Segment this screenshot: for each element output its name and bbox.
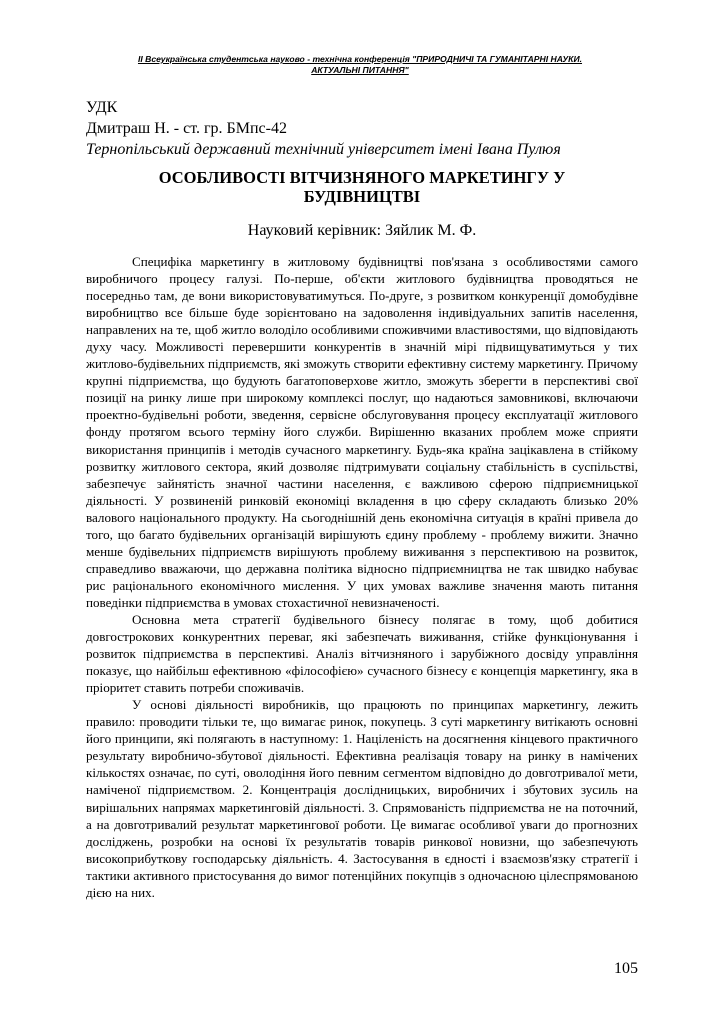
conference-header-line-2: АКТУАЛЬНІ ПИТАННЯ" — [311, 65, 409, 75]
article-body — [86, 253, 638, 901]
page-number: 105 — [614, 960, 638, 977]
article-title — [120, 168, 604, 206]
conference-header — [100, 54, 620, 76]
scientific-advisor: Науковий керівник: Зяйлик М. Ф. — [247, 222, 477, 239]
body-paragraph-1: Специфіка маркетингу в житловому будівництві пов'язана з особливостями самого виробничого процесу галузі. По-перше, об'єкти житлового будівництва проводяться не посередньо там, де вони використовуватимуться. По-друге, з розвитком конкуренції домобудівне виробництво все більше буде зорієнтовано на задоволення індивідуальних запитів населення, направлених на те, щоб житло володіло особливими споживчими властивостями, що відповідають духу часу. Можливості перевершити конкурентів в значній мірі підвищуватимуться у тих житлово-будівельних підприємств, які зможуть створити ефективну систему маркетингу. Причому крупні підприємства, що будують багатоповерхове житло, зможуть зберегти в перспективі свої позиції на ринку лише при широкому комплексі послуг, що надаються замовникові, включаючи проектно-будівельні роботи, зведення, сервісне обслуговування процесу експлуатації житлового фонду протягом всього терміну його служби. Вирішенню вказаних проблем може сприяти використання принципів і методів сучасного маркетингу. Будь-яка країна зацікавлена в стійкому розвитку житлового сектора, який дозволяє підтримувати соціальну стабільність в суспільстві, забезпечує зайнятість значної частини населення, є важливою сферою підприємницької діяльності. У розвиненій ринковій економіці вкладення в цю сферу складають близько 20% валового національного продукту. На сьогоднішній день економічна ситуація в країні привела до того, що багато будівельних організацій вирішують єдину проблему - проблему вижити. Значно менше будівельних підприємств вирішують проблему виживання з перспективою на розвиток, справедливо вважаючи, що державна політика відносно підприємництва не так швидко набуває рис раціонального економічного мислення. У цих умовах важливе значення мають питання поведінки підприємства в умовах стохастичної невизначеності. — [86, 254, 638, 610]
body-paragraph-2: Основна мета стратегії будівельного бізнесу полягає в тому, щоб добитися довгострокових конкурентних переваг, які забезпечать виживання, стійке функціонування і розвиток підприємства в перспективі. Аналіз вітчизняного і зарубіжного досвіду управління показує, що найбільш ефективною «філософією» сучасного бізнесу є концепція маркетингу, яка в пріоритет ставить потреби споживачів. — [86, 611, 638, 696]
affiliation-line: Тернопільський державний технічний університет імені Івана Пулюя — [86, 141, 561, 158]
author-line: Дмитраш Н. - ст. гр. БМпс-42 — [86, 120, 287, 137]
article-title-line-1: ОСОБЛИВОСТІ ВІТЧИЗНЯНОГО МАРКЕТИНГУ У — [158, 168, 566, 187]
body-paragraph-3: У основі діяльності виробників, що працюють по принципах маркетингу, лежить правило: проводити тільки те, що вимагає ринок, покупець. З суті маркетингу витікають основні його принципи, які полягають в наступному: 1. Націленість на досягнення кінцевого практичного результату виробничо-збутової діяльності. Ефективна реалізація товару на ринку в намічених кількостях означає, по суті, оволодіння його певним сегментом відповідно до довготривалої мети, наміченої підприємством. 2. Концентрація дослідницьких, виробничих і збутових зусиль на вирішальних напрямах маркетинговій діяльності. 3. Спрямованість підприємства не на поточний, а на довготривалий результат маркетингової роботи. Це вимагає особливої уваги до прогнозних досліджень, розробки на основі їх результатів товарів ринкової новизни, що забезпечують високоприбуткову господарську діяльність. 4. Застосування в єдності і взаємозв'язку стратегії і тактики активного пристосування до вимог потенційних покупців з одночасною цілеспрямованою дією на них. — [86, 697, 638, 900]
conference-header-line-1: ІІ Всеукраїнська студентська науково - технічна конференція "ПРИРОДНИЧІ ТА ГУМАНІТАРНІ НАУКИ. — [137, 54, 583, 64]
udk-label: УДК — [86, 99, 118, 116]
article-title-line-2: БУДІВНИЦТВІ — [303, 187, 421, 206]
article-meta — [86, 97, 646, 160]
